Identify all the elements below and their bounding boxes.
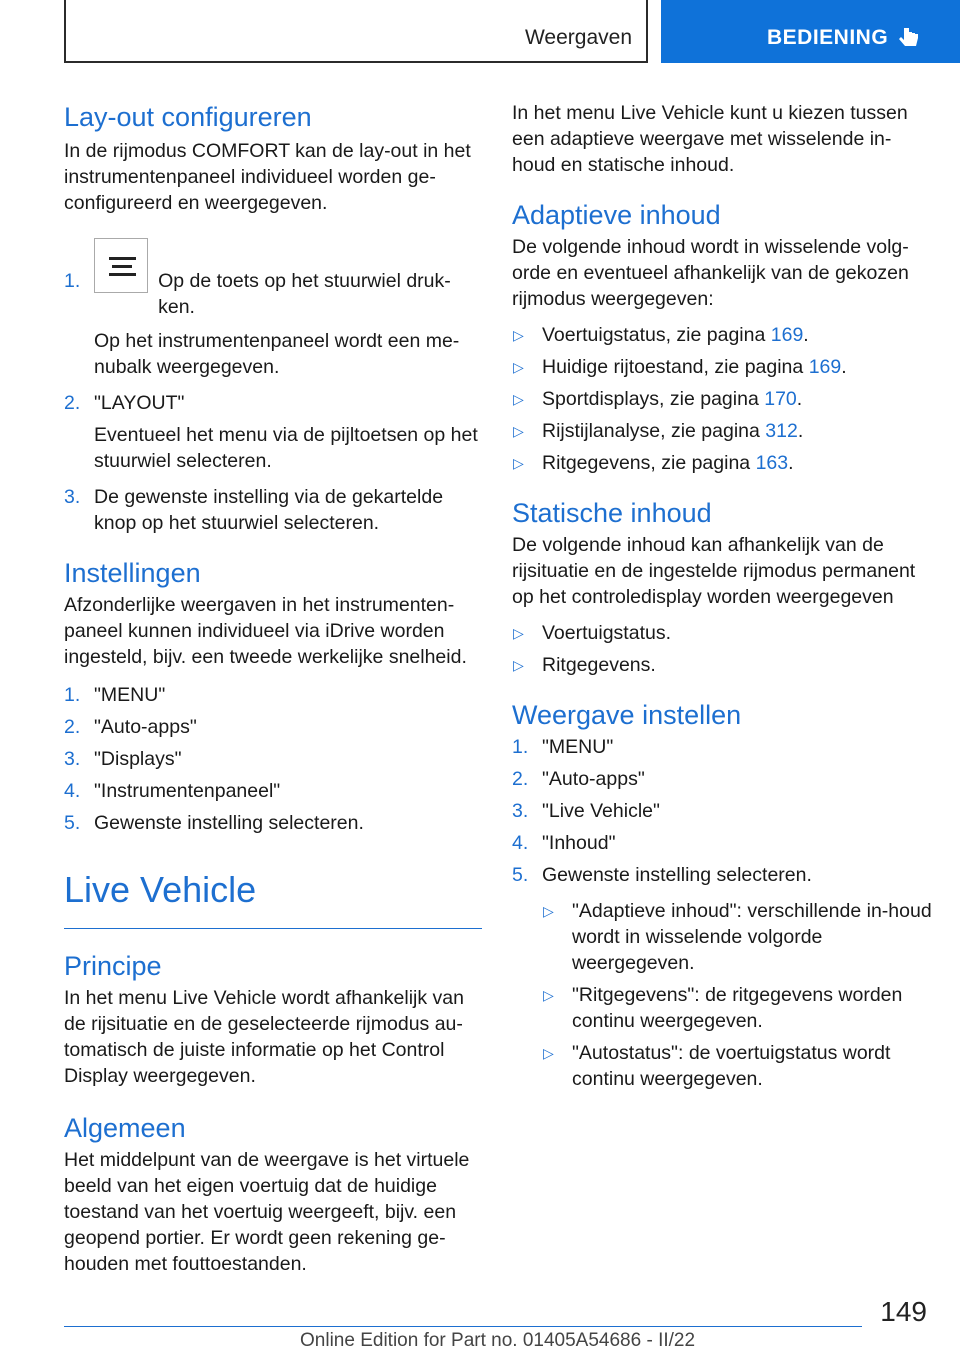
page-link[interactable]: 170 (764, 388, 797, 410)
step-text: "Auto-apps" (94, 716, 197, 738)
header-section-title: Weergaven (524, 26, 632, 49)
list-item (512, 354, 932, 380)
list-item (542, 898, 932, 976)
bullet-triangle-icon: ▷ (513, 657, 524, 673)
statisch-intro: De volgende inhoud kan afhankelijk van de rijsituatie en de ingestelde rijmodus permanent op het controledisplay worden weergegeven (512, 534, 916, 608)
instellingen-intro: Afzonderlijke weergaven in het instrumenten-paneel kunnen individueel via iDrive worden ingesteld, bijv. een tweede werkelijke snelheid. (64, 594, 467, 668)
list-item (64, 390, 482, 474)
step-number: 3. (512, 800, 529, 822)
item-end: . (803, 324, 809, 346)
header-chapter-label: BEDIENING (767, 26, 889, 49)
page-link[interactable]: 169 (770, 324, 804, 346)
item-end: . (788, 452, 794, 474)
algemeen-text: Het middelpunt van de weergave is het virtuele beeld van het eigen voertuig dat de huidige toestand van het voertuig weergeeft, bijv. een geopend portier. Er wordt geen rekening ge-houden met fouttoestanden. (64, 1149, 470, 1275)
list-item (64, 746, 482, 772)
item-end: . (841, 356, 847, 378)
adaptief-list (512, 322, 932, 476)
footer-edition: Online Edition for Part no. 01405A54686 - II/22 (300, 1330, 696, 1351)
item-end: . (797, 420, 804, 442)
step-number: 4. (64, 780, 81, 802)
left-column (64, 100, 482, 1277)
list-item (542, 982, 932, 1034)
bullet-triangle-icon: ▷ (513, 455, 524, 471)
list-item (512, 386, 932, 412)
title-divider (64, 928, 482, 929)
step-text: "Displays" (94, 748, 182, 770)
bullet-triangle-icon: ▷ (543, 987, 554, 1003)
item-text: Voertuigstatus, zie pagina (542, 324, 766, 346)
step-text: "LAYOUT" (94, 392, 185, 414)
chapter-title-live-vehicle: Live Vehicle (64, 869, 257, 910)
page-link[interactable]: 163 (755, 452, 789, 474)
bullet-triangle-icon: ▷ (513, 327, 524, 343)
list-item (512, 830, 932, 856)
list-item (512, 766, 932, 792)
list-item (64, 484, 482, 536)
item-text: Rijstijlanalyse, zie pagina (542, 420, 760, 442)
section-title-instellingen: Instellingen (64, 558, 201, 588)
instellen-subitems (542, 898, 932, 1092)
bullet-triangle-icon: ▷ (513, 391, 524, 407)
section-title-algemeen: Algemeen (64, 1113, 186, 1143)
page-link[interactable]: 312 (765, 420, 798, 442)
item-text: Ritgegevens. (542, 654, 656, 676)
list-item (542, 1040, 932, 1092)
item-end: . (796, 388, 803, 410)
item-text: Huidige rijtoestand, zie pagina (542, 356, 804, 378)
list-item (512, 862, 932, 1092)
header-chapter-tab (661, 0, 960, 63)
page-number: 149 (880, 1296, 927, 1327)
list-item (64, 682, 482, 708)
list-item (512, 620, 932, 646)
section-title-adaptief: Adaptieve inhoud (512, 200, 721, 230)
instellen-steps (512, 734, 932, 1092)
step-number: 5. (64, 812, 81, 834)
step-text: "Instrumentenpaneel" (94, 780, 281, 802)
list-item (64, 238, 482, 380)
menu-button-icon (94, 238, 148, 293)
item-text: Ritgegevens, zie pagina (542, 452, 751, 474)
item-text: "Adaptieve inhoud": verschillende in-houd wordt in wisselende volgorde weergegeven. (572, 900, 932, 974)
step-text: De gewenste instelling via de gekartelde knop op het stuurwiel selecteren. (94, 486, 444, 534)
step-number: 3. (64, 486, 81, 508)
adaptief-intro: De volgende inhoud wordt in wisselende volg-orde en eventueel afhankelijk van de gekozen rijmodus weergegeven: (512, 236, 909, 310)
step-number: 5. (512, 864, 529, 886)
list-item (64, 810, 482, 836)
layout-steps (64, 238, 482, 536)
item-text: "Ritgegevens": de ritgegevens worden continu weergegeven. (572, 984, 903, 1032)
item-text: "Autostatus": de voertuigstatus wordt continu weergegeven. (572, 1042, 891, 1090)
instellingen-steps (64, 682, 482, 836)
live-vehicle-intro: In het menu Live Vehicle kunt u kiezen tussen een adaptieve weergave met wisselende in-houd en statische inhoud. (512, 102, 908, 176)
step-text: "Live Vehicle" (542, 800, 660, 822)
step-number: 3. (64, 748, 81, 770)
section-title-statisch: Statische inhoud (512, 498, 712, 528)
step-text: "Auto-apps" (542, 768, 645, 790)
step-number: 1. (512, 736, 529, 758)
section-title-principe: Principe (64, 951, 162, 981)
statisch-list (512, 620, 932, 678)
right-column (512, 100, 932, 1092)
list-item (64, 778, 482, 804)
list-item (512, 734, 932, 760)
list-item (512, 450, 932, 476)
bullet-triangle-icon: ▷ (543, 1045, 554, 1061)
list-item (512, 322, 932, 348)
page-link[interactable]: 169 (808, 356, 842, 378)
layout-intro: In de rijmodus COMFORT kan de lay-out in het instrumentenpaneel individueel worden ge-configureerd en weergegeven. (64, 140, 471, 214)
step-subtext: Op het instrumentenpaneel wordt een me-nubalk weergegeven. (94, 330, 460, 378)
header-section-box (64, 0, 648, 63)
bullet-triangle-icon: ▷ (513, 423, 524, 439)
bullet-triangle-icon: ▷ (513, 625, 524, 641)
item-text: Sportdisplays, zie pagina (542, 388, 759, 410)
step-text: Gewenste instelling selecteren. (94, 812, 364, 834)
step-number: 1. (64, 684, 81, 706)
step-number: 2. (64, 392, 81, 414)
principe-text: In het menu Live Vehicle wordt afhankelijk van de rijsituatie en de geselecteerde rijmodus au-tomatisch de juiste informatie op het Control Display weergegeven. (64, 987, 464, 1087)
item-text: Voertuigstatus. (542, 622, 671, 644)
step-number: 4. (512, 832, 529, 854)
step-text: "Inhoud" (542, 832, 616, 854)
step-number: 2. (64, 716, 81, 738)
list-item (512, 418, 932, 444)
step-text: Gewenste instelling selecteren. (542, 864, 812, 886)
bullet-triangle-icon: ▷ (543, 903, 554, 919)
section-title-layout: Lay-out configureren (64, 102, 312, 132)
hand-pointer-icon (897, 26, 919, 52)
step-text: "MENU" (542, 736, 614, 758)
list-item (64, 714, 482, 740)
footer-divider (64, 1326, 862, 1327)
step-number: 2. (512, 768, 529, 790)
step-number: 1. (64, 270, 81, 292)
step-text: Op de toets op het stuurwiel druk-ken. (158, 270, 451, 318)
list-item (512, 798, 932, 824)
bullet-triangle-icon: ▷ (513, 359, 524, 375)
step-text: "MENU" (94, 684, 166, 706)
section-title-instellen: Weergave instellen (512, 700, 742, 730)
list-item (512, 652, 932, 678)
step-subtext: Eventueel het menu via de pijltoetsen op het stuurwiel selecteren. (94, 424, 478, 472)
